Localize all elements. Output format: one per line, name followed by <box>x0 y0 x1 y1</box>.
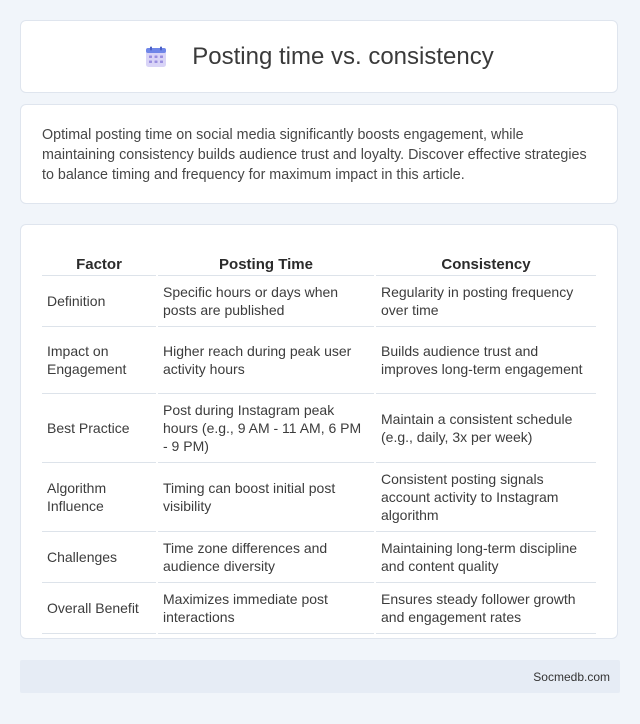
table-cell-posting-time: Post during Instagram peak hours (e.g., 9 AM - 11 AM, 6 PM - 9 PM) <box>158 394 374 463</box>
table-cell-posting-time: Time zone differences and audience diversity <box>158 532 374 583</box>
table-cell-factor: Impact on Engagement <box>42 327 156 394</box>
table-cell-consistency: Maintaining long-term discipline and content quality <box>376 532 596 583</box>
title-card <box>20 20 618 93</box>
table-cell-consistency: Builds audience trust and improves long-term engagement <box>376 327 596 394</box>
table-row <box>42 276 596 327</box>
table-header-row <box>42 245 596 276</box>
table-cell-consistency: Ensures steady follower growth and engagement rates <box>376 583 596 634</box>
table-cell-posting-time: Timing can boost initial post visibility <box>158 463 374 532</box>
comparison-table-card <box>20 224 618 639</box>
column-header-consistency: Consistency <box>376 245 596 276</box>
calendar-icon <box>144 45 168 69</box>
page-title: Posting time vs. consistency <box>192 42 494 70</box>
table-cell-factor: Definition <box>42 276 156 327</box>
table-cell-consistency: Regularity in posting frequency over time <box>376 276 596 327</box>
footer-site-link[interactable]: Socmedb.com <box>533 669 610 684</box>
table-row <box>42 327 596 394</box>
table-row <box>42 583 596 634</box>
table-cell-posting-time: Specific hours or days when posts are published <box>158 276 374 327</box>
table-row <box>42 532 596 583</box>
table-cell-factor: Overall Benefit <box>42 583 156 634</box>
table-cell-posting-time: Maximizes immediate post interactions <box>158 583 374 634</box>
intro-text: Optimal posting time on social media significantly boosts engagement, while maintaining consistency builds audience trust and loyalty. Discover effective strategies to balance timing and frequency for maximum impact in this article. <box>42 127 587 183</box>
comparison-table <box>40 245 598 634</box>
table-cell-factor: Challenges <box>42 532 156 583</box>
table-cell-consistency: Maintain a consistent schedule (e.g., daily, 3x per week) <box>376 394 596 463</box>
footer-bar <box>20 660 620 693</box>
table-cell-factor: Algorithm Influence <box>42 463 156 532</box>
column-header-factor: Factor <box>42 245 156 276</box>
table-row <box>42 394 596 463</box>
intro-card <box>20 104 618 204</box>
table-cell-factor: Best Practice <box>42 394 156 463</box>
table-cell-posting-time: Higher reach during peak user activity hours <box>158 327 374 394</box>
table-row <box>42 463 596 532</box>
column-header-posting-time: Posting Time <box>158 245 374 276</box>
table-cell-consistency: Consistent posting signals account activity to Instagram algorithm <box>376 463 596 532</box>
